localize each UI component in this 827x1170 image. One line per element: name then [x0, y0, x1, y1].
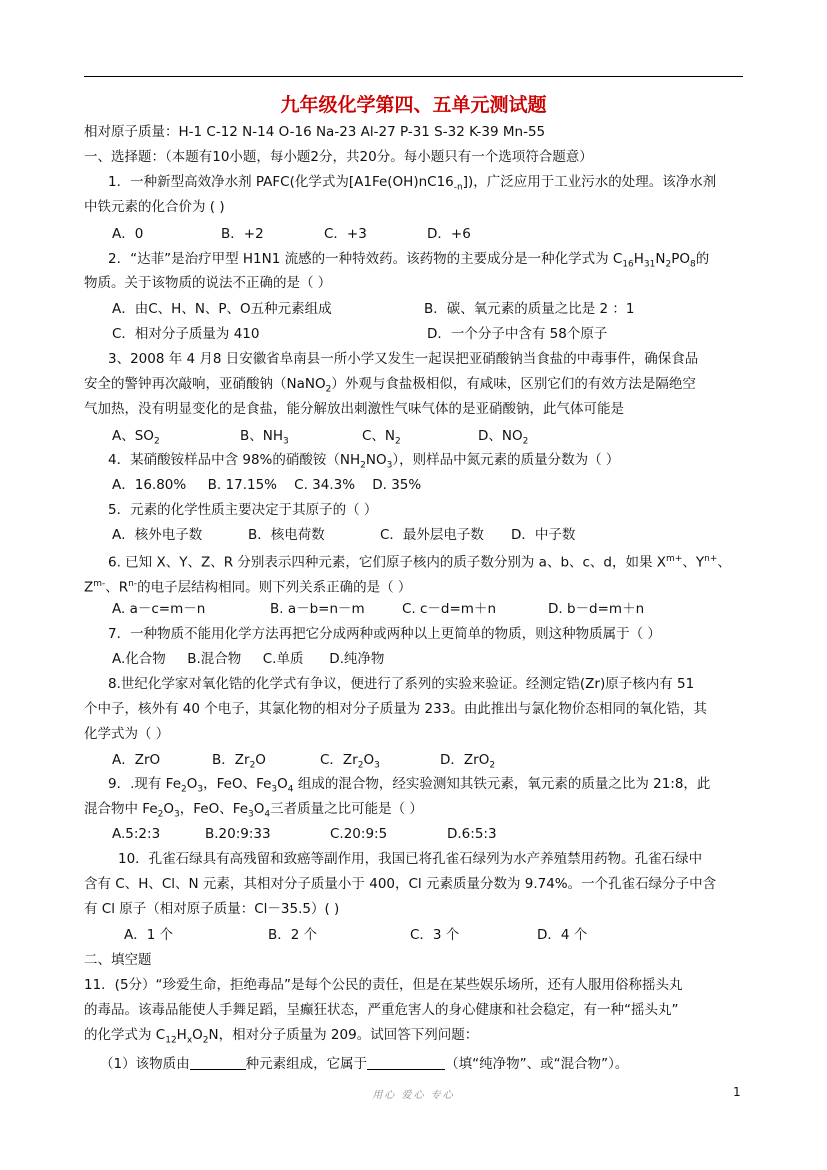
- question-9-line-2: 混合物中 $Fe_2O_3$，FeO、$Fe_3O_4$三者质量之比可能是（ ）: [84, 801, 423, 820]
- question-6-option-b: B. a－b=n－m: [270, 601, 365, 617]
- question-9-option-b: B.20:9:33: [205, 826, 271, 842]
- question-1-option-a: A．0: [112, 226, 144, 242]
- question-7-options: A.化合物 B.混合物 C.单质 D.纯净物: [112, 651, 385, 667]
- question-8-line-2: 个中子，核外有 40 个电子，其氯化物的相对分子质量为 233。由此推出与氯化物价态相同的氧化锆，其: [84, 701, 707, 717]
- header-rule: [84, 76, 743, 77]
- question-3-option-c: C、$N_2$: [362, 428, 401, 447]
- question-2-line-1: 2．“达菲”是治疗甲型 H1N1 流感的一种特效药。该药物的主要成分是一种化学式为 $C_{16}H_{31}N_2PO_8$的: [108, 251, 710, 270]
- question-5-line-1: 5．元素的化学性质主要决定于其原子的（ ）: [108, 502, 378, 518]
- question-10-option-c: C．3 个: [410, 927, 460, 943]
- question-11-line-2: 的毒品。该毒品能使人手舞足蹈，呈癫狂状态，严重危害人的身心健康和社会稳定，有一种“摇头丸”: [84, 1002, 679, 1018]
- question-5-option-c: C．最外层电子数: [380, 527, 484, 543]
- question-1-line-1: 1．一种新型高效净水剂 PAFC(化学式为$[A1Fe(OH)nC16_{-n}]$)，广泛应用于工业污水的处理。该净水剂: [108, 174, 717, 193]
- page-number: 1: [733, 1085, 741, 1099]
- question-6-option-c: C. c－d=m＋n: [402, 601, 497, 617]
- question-3-option-b: B、$NH_3$: [240, 428, 289, 447]
- question-10-line-2: 含有 C、H、Cl、N 元素，其相对分子质量小于 400，Cl 元素质量分数为 9.74%。一个孔雀石绿分子中含: [84, 876, 717, 892]
- question-2-line-2: 物质。关于该物质的说法不正确的是（ ）: [84, 275, 332, 291]
- question-10-option-b: B．2 个: [268, 927, 318, 943]
- question-9-option-c: C.20:9:5: [330, 826, 388, 842]
- question-1-option-b: B．+2: [221, 226, 264, 242]
- page-footer: 用心 爱心 专心: [372, 1090, 455, 1101]
- question-4-line-1: 4．某硝酸铵样品中含 98%的硝酸铵$(NH_2NO_3)$，则样品中氮元素的质量分数为（ ）: [108, 452, 620, 471]
- answer-blank-substance-type[interactable]: [367, 1055, 445, 1070]
- question-10-line-1: 10．孔雀石绿具有高残留和致癌等副作用，我国已将孔雀石绿列为水产养殖禁用药物。孔雀石绿中: [118, 851, 703, 867]
- question-9-option-a: A.5:2:3: [112, 826, 161, 842]
- question-2-option-c: C．相对分子质量为 410: [112, 326, 260, 342]
- question-11-part-1: （1）该物质由 种元素组成，它属于 （填“纯净物”、或“混合物”）。: [100, 1056, 629, 1072]
- question-6-option-d: D. b－d=m＋n: [548, 601, 645, 617]
- question-8-option-d: D．ZrO$_2$: [440, 752, 496, 771]
- page-title: 九年级化学第四、五单元测试题: [280, 94, 547, 116]
- section-heading-fill: 二、填空题: [84, 952, 152, 968]
- question-8-line-1: 8.世纪化学家对氧化锆的化学式有争议，便进行了系列的实验来验证。经测定锆(Zr)原子核内有 51: [108, 676, 695, 692]
- question-7-line-1: 7．一种物质不能用化学方法再把它分成两种或两种以上更简单的物质，则这种物质属于（ ）: [108, 626, 661, 642]
- question-11-line-1: 11．(5分）“珍爱生命，拒绝毒品”是每个公民的责任，但是在某些娱乐场所，还有人服用俗称摇头丸: [84, 977, 683, 993]
- question-5-option-b: B．核电荷数: [248, 527, 325, 543]
- question-3-option-d: D、$NO_2$: [478, 428, 529, 447]
- question-1-option-c: C．+3: [324, 226, 367, 242]
- question-8-line-3: 化学式为（ ）: [84, 726, 170, 742]
- question-11-line-3: 的化学式为 $C_{12}H_xO_2N$，相对分子质量为 209。试回答下列问题：: [84, 1027, 479, 1046]
- question-10-line-3: 有 Cl 原子（相对原子质量：Cl－35.5）( ): [84, 901, 340, 917]
- question-6-line-2: $Z^{m-}$、$R^{n-}$的电子层结构相同。则下列关系正确的是（ ）: [84, 579, 412, 596]
- question-1-option-d: D．+6: [427, 226, 471, 242]
- atomic-masses: 相对原子质量：H-1 C-12 N-14 O-16 Na-23 Al-27 P-31 S-32 K-39 Mn-55: [84, 124, 546, 140]
- question-2-option-a: A．由C、H、N、P、O五种元素组成: [112, 301, 332, 317]
- question-10-option-d: D．4 个: [537, 927, 588, 943]
- question-4-options: A．16.80% B. 17.15% C. 34.3% D. 35%: [112, 477, 422, 493]
- question-2-option-b: B．碳、氧元素的质量之比是 2 ：1: [424, 301, 635, 317]
- question-8-option-b: B．$Zr_2O$: [212, 752, 266, 771]
- question-8-option-a: A．ZrO: [112, 752, 161, 768]
- question-1-line-2: 中铁元素的化合价为 ( ): [84, 199, 225, 215]
- question-3-line-3: 气加热，没有明显变化的是食盐，能分解放出刺激性气味气体的是亚硝酸钠，此气体可能是: [84, 401, 624, 417]
- question-6-line-1: 6. 已知 X、Y、Z、R 分别表示四种元素，它们原子核内的质子数分别为 a、b、c、d，如果 $X^{m+}$、$Y^{n+}$、: [108, 554, 731, 571]
- question-3-line-1: 3、2008 年 4 月8 日安徽省阜南县一所小学又发生一起误把亚硝酸钠当食盐的中毒事件，确保食品: [108, 351, 699, 367]
- section-heading-choice: 一、选择题：（本题有10小题，每小题2分，共20分。每小题只有一个选项符合题意）: [84, 149, 593, 165]
- question-8-option-c: C．$Zr_2O_3$: [320, 752, 380, 771]
- question-9-line-1: 9．.现有 $Fe_2O_3$，FeO、$Fe_3O_4$ 组成的混合物，经实验测知其铁元素，氧元素的质量之比为 21:8，此: [108, 776, 711, 795]
- question-5-option-d: D．中子数: [511, 527, 576, 543]
- question-3-line-2: 安全的警钟再次敲响，亚硝酸钠（NaNO$_2$）外观与食盐极相似，有咸味，区别它们的有效方法是隔绝空: [84, 376, 696, 395]
- question-9-option-d: D.6:5:3: [447, 826, 497, 842]
- question-6-option-a: A. a－c=m－n: [112, 601, 206, 617]
- question-3-option-a: A、$SO_2$: [112, 428, 160, 447]
- question-10-option-a: A．1 个: [124, 927, 174, 943]
- answer-blank-element-count[interactable]: [190, 1055, 246, 1070]
- question-2-option-d: D．一个分子中含有 58个原子: [427, 326, 608, 342]
- question-5-option-a: A．核外电子数: [112, 527, 203, 543]
